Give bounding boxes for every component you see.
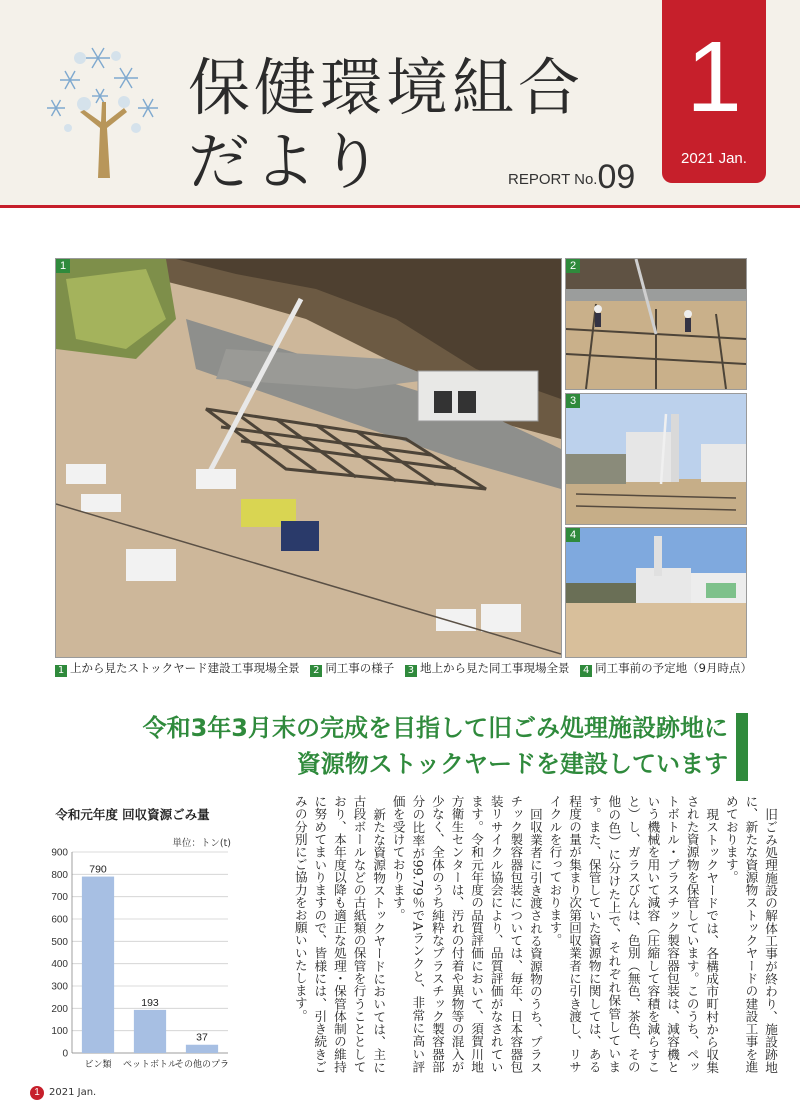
issue-number: 1 <box>686 21 742 133</box>
chart-plot <box>30 800 235 1080</box>
y-tick-label: 300 <box>51 981 68 993</box>
headline-line1: 令和3年3月末の完成を目指して旧ごみ処理施設跡地に <box>142 714 728 742</box>
y-tick-label: 600 <box>51 914 68 926</box>
x-category-label: その他のプラ <box>174 1060 230 1070</box>
footer-date: 2021 Jan. <box>49 1087 97 1098</box>
x-category-label: ビン類 <box>84 1060 112 1070</box>
issue-date: 2021 Jan. <box>681 150 747 167</box>
bar-value-label: 790 <box>89 863 107 876</box>
chart-bar <box>82 877 114 1053</box>
caption-item: 4 同工事前の予定地（9月時点） <box>580 661 752 675</box>
y-tick-label: 500 <box>51 936 68 948</box>
y-tick-label: 200 <box>51 1003 68 1015</box>
y-tick-label: 400 <box>51 959 68 971</box>
y-tick-label: 900 <box>51 847 68 859</box>
page-footer <box>30 1086 96 1100</box>
photo-construction-work <box>565 258 747 390</box>
masthead <box>0 0 800 208</box>
article-paragraph: 回収業者に引き渡される資源物のうち、プラスチック製容器包装については、毎年、日本容器包装リサイクル協会により、品質評価がなされています。令和元年度の品質評価において、須賀川地方衛生センターは、汚れの付着や異物等の混入が少なく、全体のうち純粋なプラスチック製容器部分の比率が99.79％でAランクと、非常に高い評価を受けております。 <box>390 795 543 1073</box>
report-number: REPORT No.09 <box>508 158 636 196</box>
chart-title: 令和元年度 回収資源ごみ量 <box>55 807 210 822</box>
headline-accent-bar <box>736 713 748 781</box>
y-tick-label: 100 <box>51 1026 68 1038</box>
article-headline <box>143 710 728 782</box>
x-category-label: ペットボトル <box>122 1060 178 1070</box>
photo-planned-site <box>565 527 747 658</box>
publication-subtitle: だより <box>188 125 387 198</box>
y-tick-label: 800 <box>51 869 68 881</box>
y-tick-label: 700 <box>51 892 68 904</box>
caption-item: 3 地上から見た同工事現場全景 <box>405 661 570 675</box>
photo-badge: 1 <box>56 259 70 273</box>
article-paragraph: 新たな資源物ストックヤードにおいては、主に古段ボールなどの古紙類の保管を行うこととしており、本年度以降も適正な処理・保管体制の維持に努めてまいりますので、皆様には、引き続きごみの分別にご協力をお願いいたします。 <box>292 795 387 1073</box>
chart-bar <box>186 1045 218 1053</box>
bar-value-label: 37 <box>196 1031 208 1044</box>
publication-title: 保健環境組合 <box>188 51 585 124</box>
snowflake-tree-logo <box>40 28 165 178</box>
caption-item: 2 同工事の様子 <box>310 661 394 675</box>
chart-unit: 単位：トン(t) <box>172 838 231 849</box>
bar-value-label: 193 <box>141 996 159 1009</box>
article-paragraph: 現ストックヤードでは、各構成市町村から収集された資源物を保管しています。このうち、ペットボトル・プラスチック製容器包装は、減容機という機械を用いて減容（圧縮して容積を減らすこと）し、ガラスびんは、色別（無色、茶色、その他の色）に分けた上で、それぞれ保管しています。また、保管していた資源物に関しては、ある程度の量が集まり次第回収業者に引き渡し、リサイクルを行っております。 <box>547 795 720 1073</box>
issue-tab <box>662 0 766 183</box>
y-tick-label: 0 <box>62 1048 68 1060</box>
caption-item: 1 上から見たストックヤード建設工事現場全景 <box>55 661 300 675</box>
article-paragraph: 旧ごみ処理施設の解体工事が終わり、施設跡地に、新たな資源物ストックヤードの建設工事を進めております。 <box>723 795 778 1073</box>
photo-badge: 2 <box>566 259 580 273</box>
page-number: 1 <box>30 1086 44 1100</box>
photo-captions <box>55 660 759 677</box>
headline-line2: 資源物ストックヤードを建設しています <box>296 750 728 778</box>
chart-bar <box>134 1010 166 1053</box>
photo-construction-ground <box>565 393 747 525</box>
photo-badge: 4 <box>566 528 580 542</box>
recycling-chart <box>30 800 235 1080</box>
article-body <box>250 795 780 1073</box>
photo-badge: 3 <box>566 394 580 408</box>
photo-construction-aerial <box>55 258 562 658</box>
